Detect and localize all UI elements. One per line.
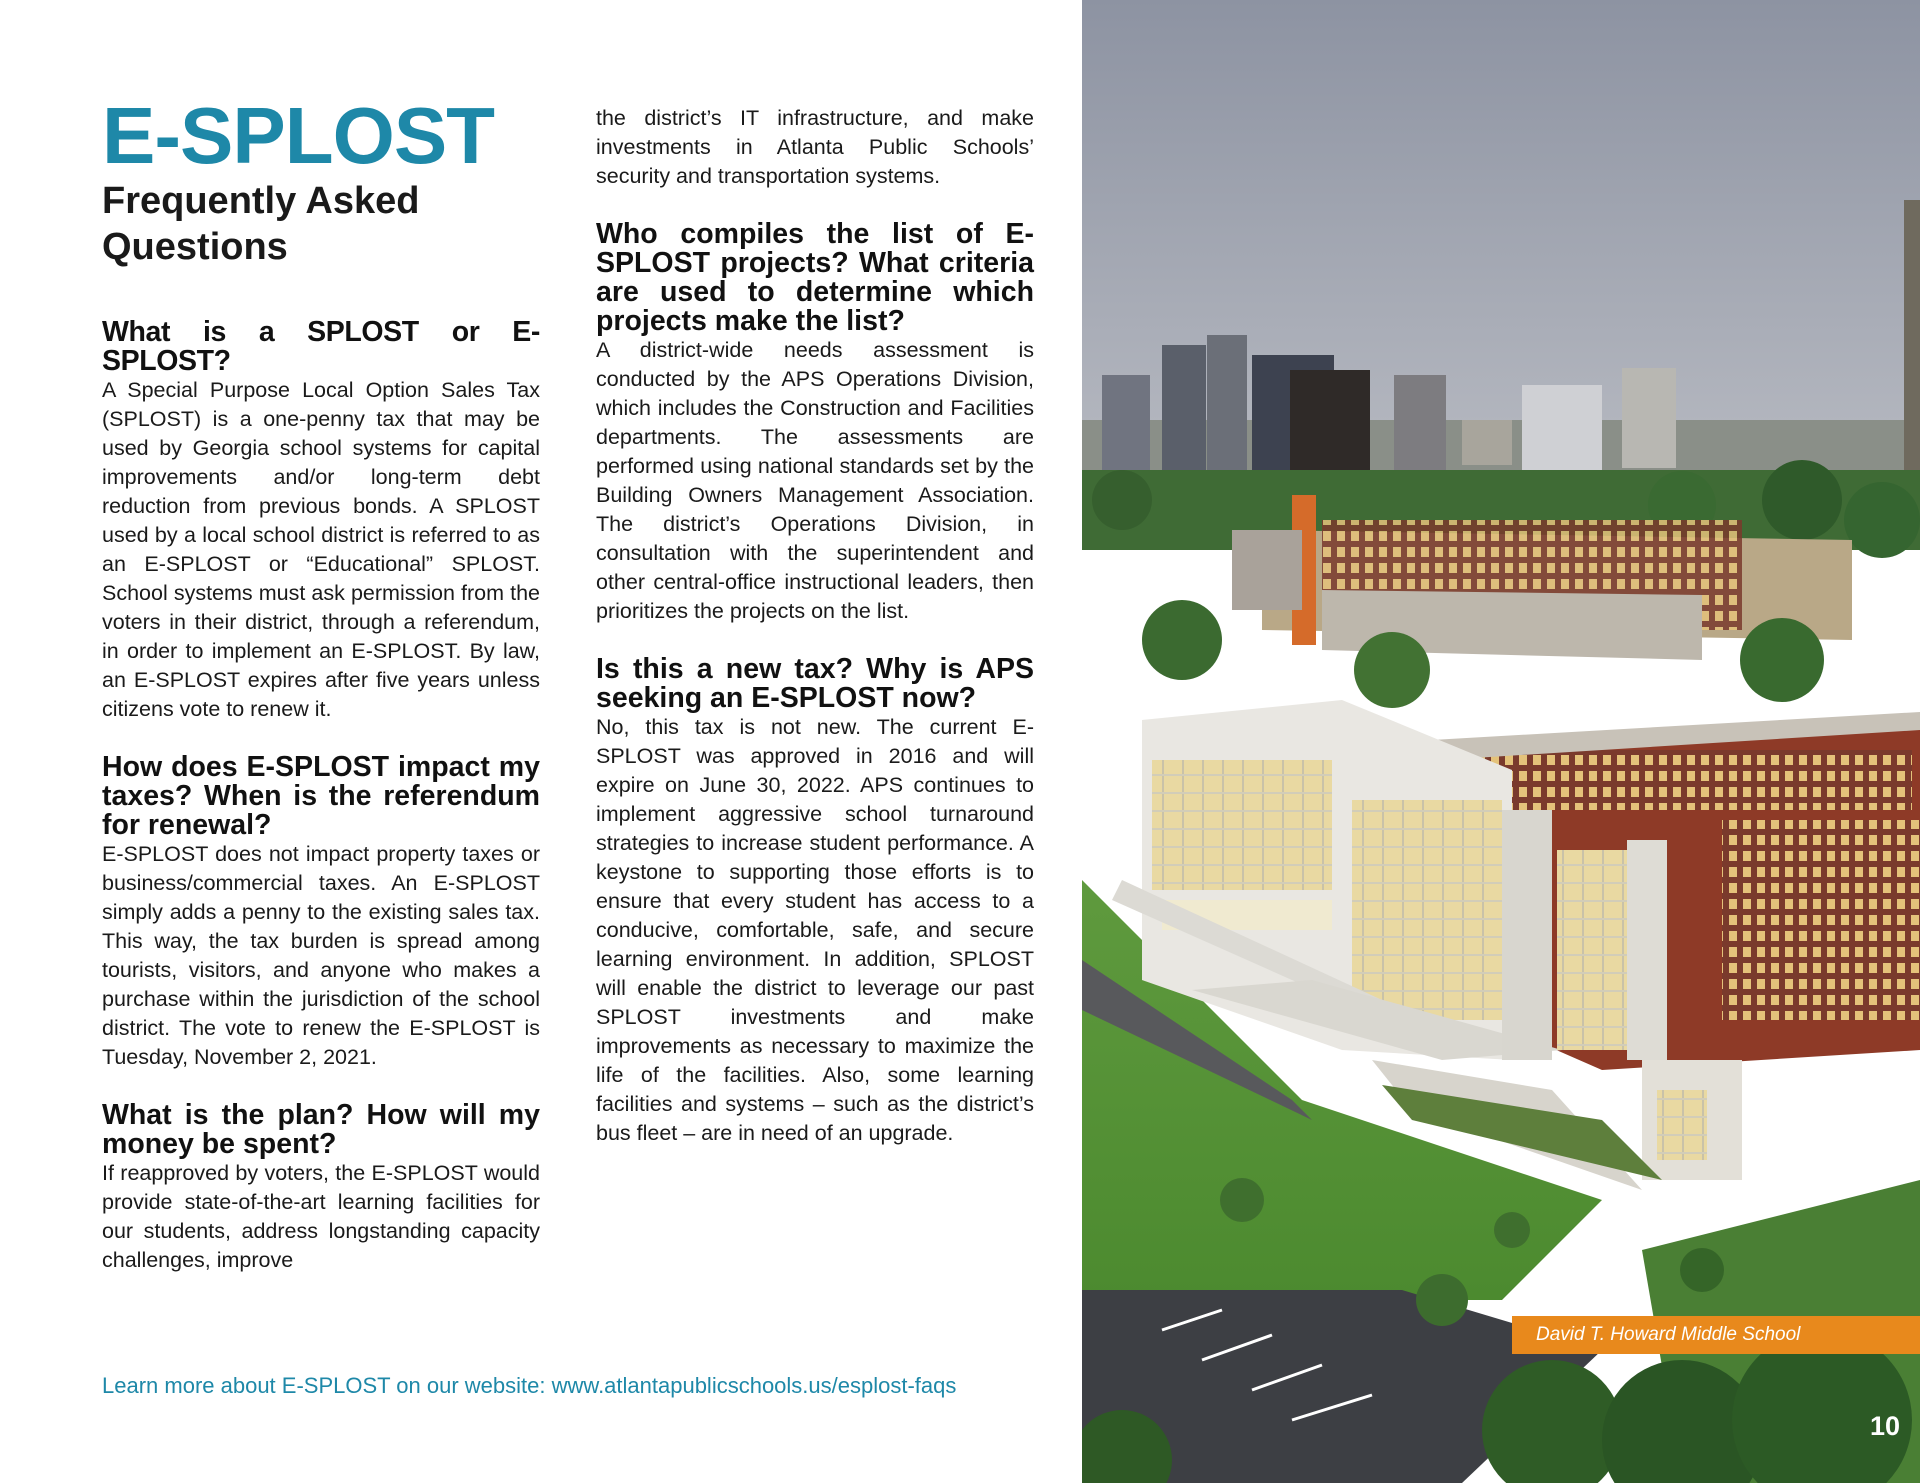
right-column — [596, 104, 1034, 1148]
website-link[interactable]: Learn more about E-SPLOST on our website: www.atlantapublicschools.us/esplost-faqs — [102, 1373, 957, 1398]
faq-question-4: Who compiles the list of E-SPLOST projects? What criteria are used to determine which projects make the list? — [596, 218, 1034, 337]
faq-answer-3-part2: the district’s IT infrastructure, and make investments in Atlanta Public Schools’ security and transportation systems. — [596, 106, 1034, 188]
photo-caption: David T. Howard Middle School — [1512, 1316, 1920, 1354]
page-number: 10 — [1869, 1411, 1900, 1441]
faq-question-2: How does E-SPLOST impact my taxes? When is the referendum for renewal? — [102, 751, 540, 841]
left-column — [102, 91, 540, 1275]
faq-answer-4: A district-wide needs assessment is conducted by the APS Operations Division, which includes the Construction and Facilities departments. The assessments are performed using national standards set by the Building Owners Management Association. The district’s Operations Division, in consultation with the superintendent and other central-office instructional leaders, then prioritizes the projects on the list. — [596, 338, 1034, 623]
page-title: E-SPLOST — [102, 91, 495, 180]
faq-question-3: What is the plan? How will my money be spent? — [102, 1099, 540, 1160]
faq-answer-3-part1: If reapproved by voters, the E-SPLOST would provide state-of-the-art learning facilities for our students, address longstanding capacity challenges, improve — [102, 1161, 540, 1272]
faq-answer-2: E-SPLOST does not impact property taxes or business/commercial taxes. An E-SPLOST simply adds a penny to the existing sales tax. This way, the tax burden is spread among tourists, visitors, and anyone who makes a purchase within the jurisdiction of the school district. The vote to renew the E-SPLOST is Tuesday, November 2, 2021. — [102, 842, 540, 1069]
faq-answer-1: A Special Purpose Local Option Sales Tax (SPLOST) is a one-penny tax that may be used by Georgia school systems for capital improvements and/or long-term debt reduction from previous bonds. A SPLOST used by a local school district is referred to as an E-SPLOST or “Educational” SPLOST. School systems must ask permission from the voters in their district, through a referendum, in order to implement an E-SPLOST. By law, an E-SPLOST expires after five years unless citizens vote to renew it. — [102, 378, 540, 721]
faq-question-1: What is a SPLOST or E-SPLOST? — [102, 316, 540, 377]
faq-question-5: Is this a new tax? Why is APS seeking an E-SPLOST now? — [596, 653, 1034, 714]
faq-answer-5: No, this tax is not new. The current E-SPLOST was approved in 2016 and will expire on June 30, 2022. APS continues to implement aggressive school turnaround strategies to increase student performance. A keystone to supporting those efforts is to ensure that every student has access to a conducive, comfortable, safe, and secure learning environment. In addition, SPLOST will enable the district to leverage our past SPLOST investments and make improvements as necessary to maximize the life of the facilities. Also, some learning facilities and systems – such as the district’s bus fleet – are in need of an upgrade. — [596, 715, 1034, 1145]
page-subtitle: Frequently Asked Questions — [102, 180, 420, 268]
school-photo — [1082, 0, 1920, 1483]
